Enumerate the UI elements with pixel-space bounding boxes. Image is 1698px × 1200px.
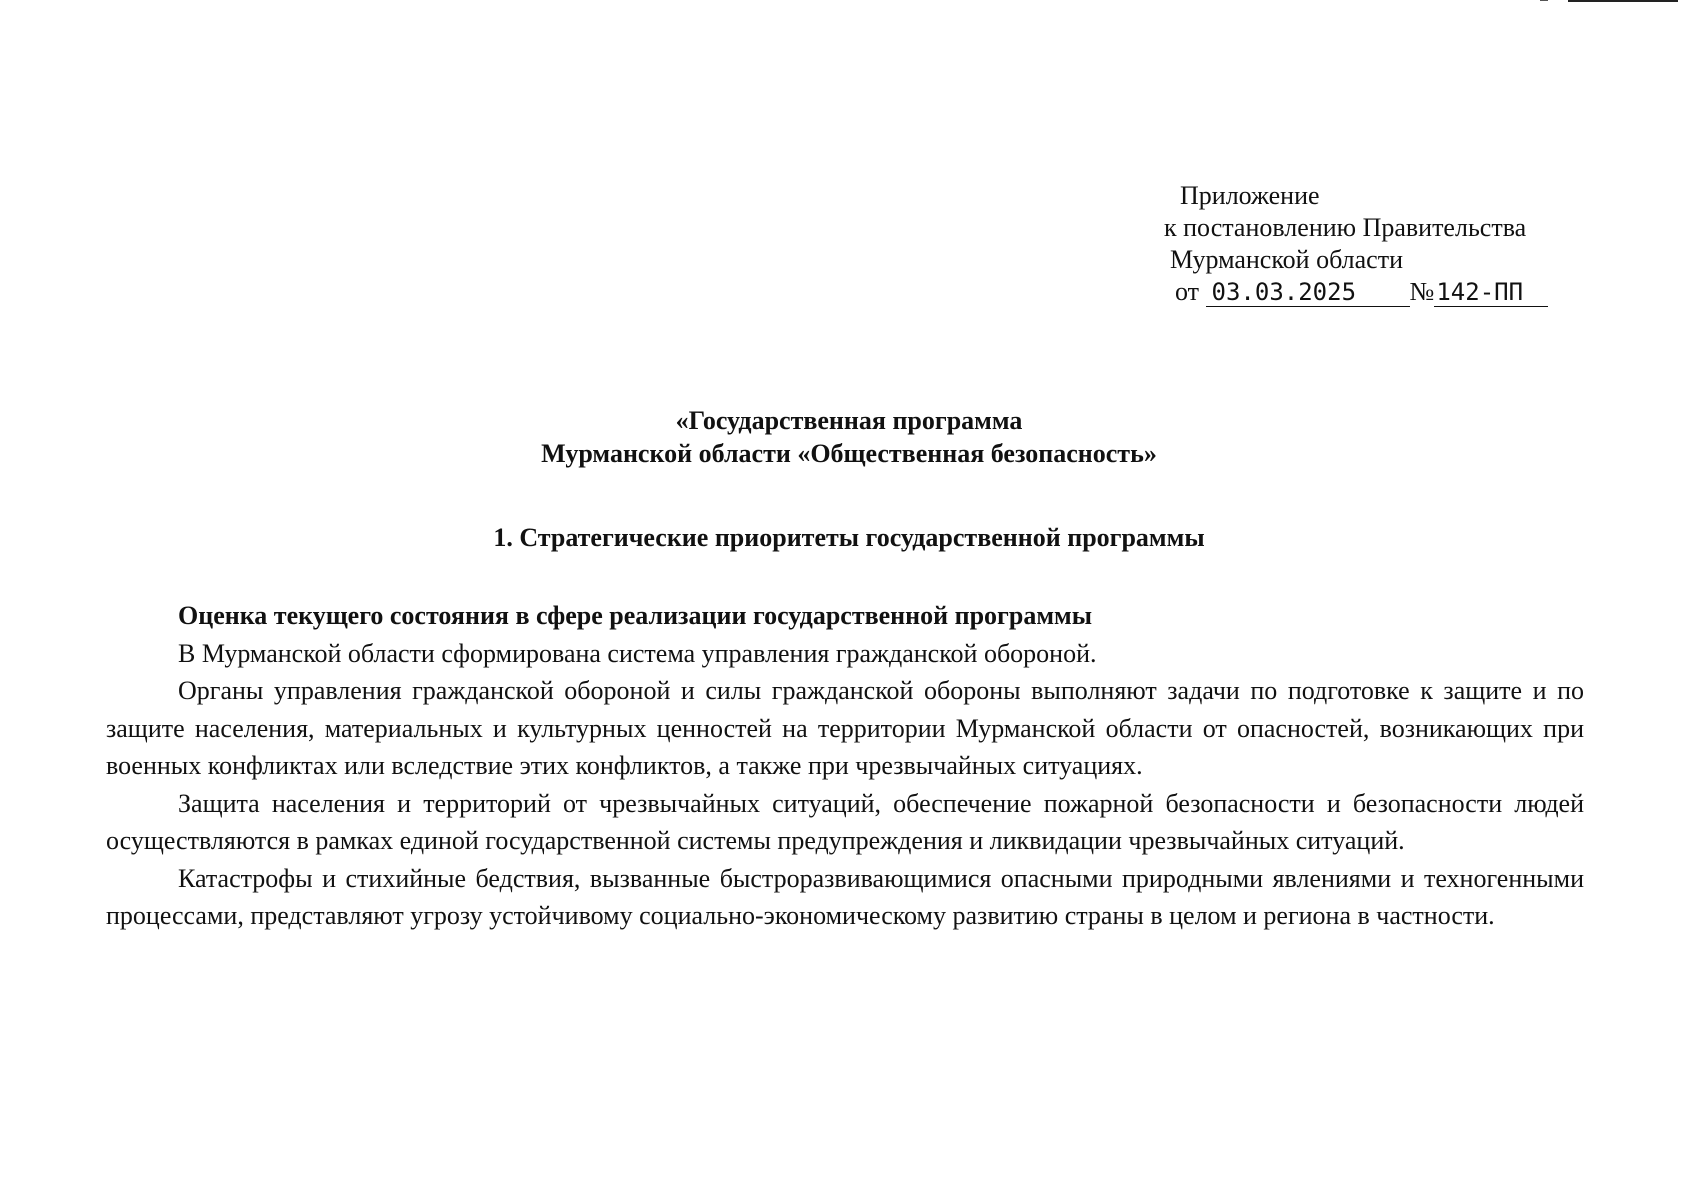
appendix-region: Мурманской области	[1170, 245, 1403, 274]
program-title-line-2: Мурманской области «Общественная безопасность»	[541, 439, 1157, 468]
paragraph: Органы управления гражданской обороной и силы гражданской обороны выполняют задачи по подготовке к защите и по защите населения, материальных и культурных ценностей на территории Мурманской области от опасностей, возникающих при военных конфликтах или вследствие этих конфликтов, а также при чрезвычайных ситуациях.	[106, 676, 1584, 780]
appendix-resolution-ref: к постановлению Правительства	[1164, 213, 1527, 242]
program-title-line-1: «Государственная программа	[675, 406, 1023, 435]
number-field: 142-ПП	[1434, 278, 1548, 307]
paragraph: Защита населения и территорий от чрезвычайных ситуаций, обеспечение пожарной безопасности и безопасности людей осуществляются в рамках единой государственной системы предупреждения и ликвидации чрезвычайных ситуаций.	[106, 788, 1584, 855]
appendix-header	[1160, 180, 1548, 308]
paragraph: В Мурманской области сформирована система управления гражданской обороной.	[178, 638, 1097, 668]
paragraph: Катастрофы и стихийные бедствия, вызванные быстроразвивающимися опасными природными явлениями и техногенными процессами, представляют угрозу устойчивому социально-экономическому развитию страны в целом и региона в частности.	[106, 863, 1584, 930]
scan-edge-mark	[1568, 0, 1678, 5]
number-prefix: №	[1409, 277, 1435, 306]
section-subheading: Оценка текущего состояния в сфере реализации государственной программы	[178, 601, 1093, 630]
section-body	[106, 597, 1584, 935]
program-title	[0, 404, 1698, 471]
section-title: 1. Стратегические приоритеты государственной программы	[493, 523, 1205, 552]
date-field: 03.03.2025	[1206, 278, 1410, 307]
scan-edge-mark-small	[1540, 0, 1548, 4]
appendix-label: Приложение	[1180, 181, 1320, 210]
date-prefix: от	[1175, 277, 1200, 306]
appendix-date-number-line	[1160, 276, 1548, 308]
